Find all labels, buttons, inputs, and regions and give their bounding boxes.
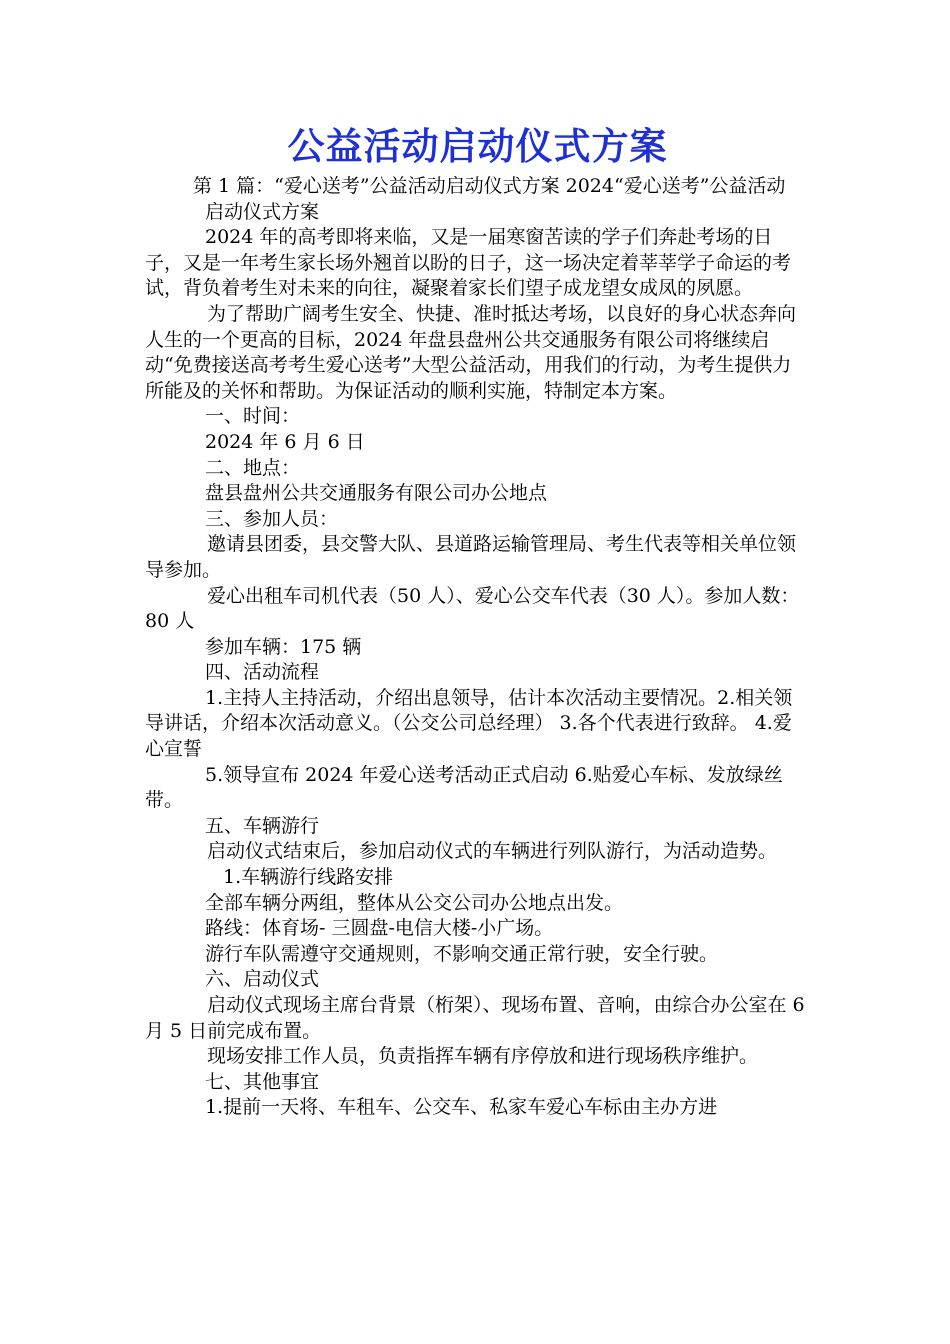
heading-route: 1.车辆游行线路安排 xyxy=(223,866,394,889)
paragraph-location: 盘县盘州公共交通服务有限公司办公地点 xyxy=(205,482,548,505)
paragraph-date: 2024 年 6 月 6 日 xyxy=(205,430,365,453)
paragraph-intro: 2024 年的高考即将来临，又是一届寒窗苦读的学子们奔赴考场的日子，又是一年考生家长场外翘首以盼的日子，这一场决定着莘莘学子命运的考试，背负着考生对未来的向往，凝聚着家长们望子成龙望女成凤的夙愿。 xyxy=(145,226,792,300)
document-title: 公益活动启动仪式方案 xyxy=(287,125,668,168)
paragraph-ceremony-setup: 启动仪式现场主席台背景（桁架）、现场布置、音响，由综合办公室在 6 月 5 日前完成布置。 xyxy=(145,994,805,1042)
paragraph-route: 路线：体育场- 三圆盘-电信大楼-小广场。 xyxy=(205,917,554,940)
paragraph-staff: 现场安排工作人员，负责指挥车辆有序停放和进行现场秩序维护。 xyxy=(207,1045,759,1068)
paragraph-representatives: 爱心出租车司机代表（50 人）、爱心公交车代表（30 人）。参加人数：80 人 xyxy=(145,584,800,633)
heading-participants: 三、参加人员： xyxy=(205,507,339,530)
heading-location: 二、地点： xyxy=(205,456,301,479)
heading-parade: 五、车辆游行 xyxy=(205,814,320,837)
paragraph-groups: 全部车辆分两组，整体从公交公司办公地点出发。 xyxy=(205,891,624,914)
paragraph-process-steps-2: 5.领导宣布 2024 年爱心送考活动正式启动 6.贴爱心车标、发放绿丝带。 xyxy=(145,763,783,812)
paragraph-subtitle: 启动仪式方案 xyxy=(205,200,320,223)
heading-other: 七、其他事宜 xyxy=(205,1070,320,1093)
heading-process: 四、活动流程 xyxy=(205,661,320,684)
paragraph-process-steps: 1.主持人主持活动，介绍出息领导，估计本次活动主要情况。2.相关领导讲话，介绍本次活动意义。（公交公司总经理） 3.各个代表进行致辞。 4.爱心宣誓 xyxy=(145,686,793,761)
document-body xyxy=(145,174,810,1121)
paragraph-section-heading: 第 1 篇：“爱心送考”公益活动启动仪式方案 2024“爱心送考”公益活动 xyxy=(193,175,786,197)
paragraph-purpose: 为了帮助广阔考生安全、快捷、准时抵达考场，以良好的身心状态奔向人生的一个更高的目标，2024 年盘县盘州公共交通服务有限公司将继续启动“免费接送高考考生爱心送考”大型公益活动，用我们的行动，为考生提供力所能及的关怀和帮助。为保证活动的顺利实施，特制定本方案。 xyxy=(145,302,797,402)
paragraph-invited: 邀请县团委，县交警大队、县道路运输管理局、考生代表等相关单位领导参加。 xyxy=(145,533,797,581)
paragraph-traffic-rules: 游行车队需遵守交通规则，不影响交通正常行驶，安全行驶。 xyxy=(205,942,719,965)
paragraph-vehicles: 参加车辆：175 辆 xyxy=(205,635,362,658)
paragraph-parade: 启动仪式结束后，参加启动仪式的车辆进行列队游行，为活动造势。 xyxy=(207,840,778,863)
document-page xyxy=(145,120,810,1121)
paragraph-other-1: 1.提前一天将、车租车、公交车、私家车爱心车标由主办方进 xyxy=(205,1096,718,1119)
heading-time: 一、时间： xyxy=(205,405,301,428)
heading-ceremony: 六、启动仪式 xyxy=(205,968,320,991)
